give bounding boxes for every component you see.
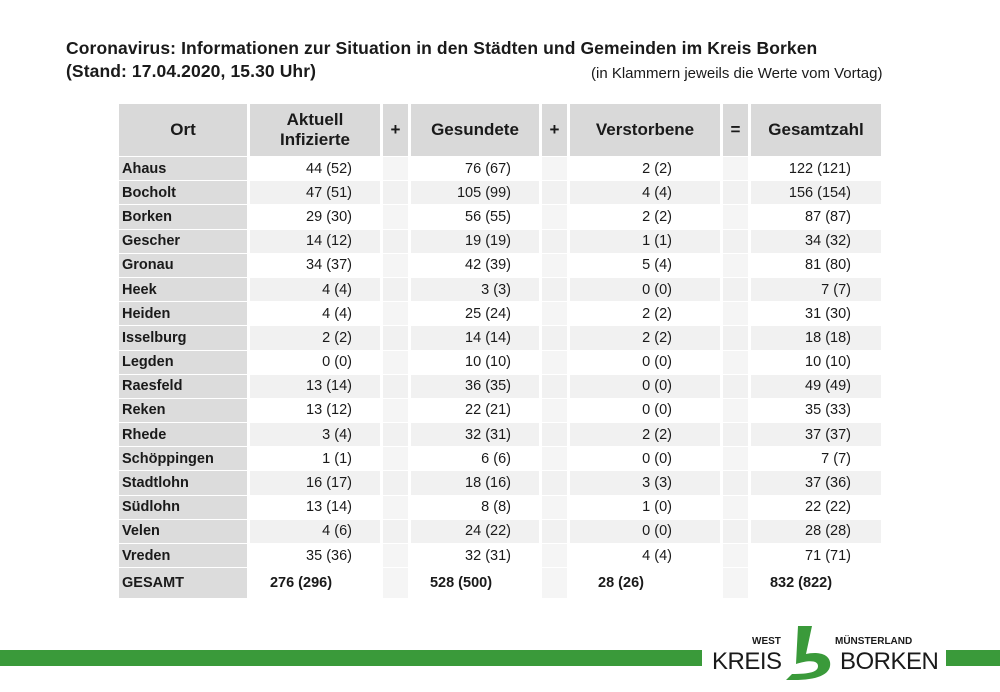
cell-gesundete: 22 (21) — [465, 402, 511, 419]
cell-spacer — [383, 375, 408, 398]
green-footer-bar-right — [946, 650, 1000, 666]
cell-spacer — [383, 278, 408, 301]
cell-gesamt: 832 (822) — [769, 575, 833, 592]
cell-verstorbene: 2 (2) — [642, 160, 672, 177]
previous-day-note: (in Klammern jeweils die Werte vom Vortag) — [591, 65, 883, 82]
logo-b-shape-icon — [784, 622, 834, 682]
cell-ort: Schöppingen — [119, 447, 247, 470]
cell-spacer — [723, 423, 748, 446]
cell-spacer — [723, 205, 748, 228]
cell-aktuell: 13 (14) — [306, 499, 352, 516]
cell-gesundete: 19 (19) — [411, 230, 539, 253]
cell-gesamt: 7 (7) — [821, 450, 851, 467]
cell-aktuell: 13 (12) — [306, 402, 352, 419]
cell-spacer — [723, 302, 748, 325]
cell-gesamt: 31 (30) — [805, 305, 851, 322]
cell-spacer — [383, 568, 408, 598]
cell-spacer — [542, 520, 567, 543]
cell-spacer — [723, 254, 748, 277]
header-plus-1: + — [383, 104, 408, 156]
table-row — [119, 520, 881, 543]
cell-verstorbene: 4 (4) — [570, 181, 720, 204]
cell-aktuell: 3 (4) — [250, 423, 380, 446]
green-footer-bar-left — [0, 650, 702, 666]
cell-spacer — [542, 375, 567, 398]
cell-verstorbene: 5 (4) — [642, 257, 672, 274]
cell-spacer — [383, 471, 408, 494]
header-gesundete: Gesundete — [411, 104, 539, 156]
cell-spacer — [542, 351, 567, 374]
cell-gesamt: 22 (22) — [805, 499, 851, 516]
cell-spacer — [723, 157, 748, 180]
header-plus-2: + — [542, 104, 567, 156]
cell-spacer — [383, 447, 408, 470]
table-row — [119, 302, 881, 325]
cell-spacer — [542, 568, 567, 598]
cell-aktuell: 44 (52) — [306, 160, 352, 177]
cell-spacer — [723, 399, 748, 422]
cell-spacer — [723, 326, 748, 349]
cell-gesundete: 14 (14) — [411, 326, 539, 349]
header-aktuell — [250, 104, 380, 156]
cell-spacer — [723, 351, 748, 374]
cell-ort: Vreden — [119, 544, 247, 567]
kreis-borken-logo — [712, 622, 940, 684]
cell-ort: Stadtlohn — [119, 471, 247, 494]
cell-gesamt: 7 (7) — [751, 278, 881, 301]
cell-ort: Reken — [119, 399, 247, 422]
cell-spacer — [383, 544, 408, 567]
cell-spacer — [723, 520, 748, 543]
table-row — [119, 351, 881, 374]
cell-spacer — [723, 544, 748, 567]
cell-gesundete: 105 (99) — [411, 181, 539, 204]
title-line-1: Coronavirus: Informationen zur Situation in den Städten und Gemeinden im Kreis Borken — [66, 38, 818, 58]
cell-spacer — [542, 447, 567, 470]
cell-spacer — [542, 423, 567, 446]
table-row — [119, 447, 881, 470]
cell-spacer — [723, 471, 748, 494]
cell-gesamt: 71 (71) — [805, 547, 851, 564]
cell-ort: Rhede — [119, 423, 247, 446]
cell-aktuell: 2 (2) — [250, 326, 380, 349]
cell-spacer — [542, 471, 567, 494]
cell-spacer — [542, 230, 567, 253]
cell-gesundete: 25 (24) — [465, 305, 511, 322]
header-equals: = — [723, 104, 748, 156]
cell-gesamt: 34 (32) — [751, 230, 881, 253]
cell-ort: Isselburg — [119, 326, 247, 349]
cell-gesundete: 24 (22) — [411, 520, 539, 543]
cell-verstorbene: 2 (2) — [570, 423, 720, 446]
cell-gesamt: 156 (154) — [751, 181, 881, 204]
header-aktuell-line2: Infizierte — [280, 130, 350, 149]
table-row — [119, 399, 881, 422]
cell-verstorbene: 0 (0) — [570, 278, 720, 301]
cell-gesundete: 42 (39) — [465, 257, 511, 274]
cell-spacer — [383, 157, 408, 180]
cell-gesamt: 87 (87) — [805, 208, 851, 225]
table-body — [119, 157, 881, 598]
cell-aktuell: 47 (51) — [250, 181, 380, 204]
cell-verstorbene: 28 (26) — [598, 575, 644, 592]
cell-ort: Gescher — [119, 230, 247, 253]
cell-aktuell: 14 (12) — [250, 230, 380, 253]
cell-ort: Raesfeld — [119, 375, 247, 398]
cell-aktuell: 4 (4) — [322, 305, 352, 322]
logo-borken-text: BORKEN — [840, 648, 939, 675]
table-row — [119, 471, 881, 494]
table-row — [119, 181, 881, 204]
cell-spacer — [542, 302, 567, 325]
cell-spacer — [723, 230, 748, 253]
cell-verstorbene: 2 (2) — [642, 305, 672, 322]
cell-gesundete: 8 (8) — [481, 499, 511, 516]
logo-kreis-text: KREIS — [712, 648, 782, 675]
table-row — [119, 326, 881, 349]
header-ort: Ort — [119, 104, 247, 156]
cell-verstorbene: 0 (0) — [642, 354, 672, 371]
cell-spacer — [542, 157, 567, 180]
table-row — [119, 205, 881, 228]
cell-aktuell: 4 (6) — [250, 520, 380, 543]
cell-aktuell: 0 (0) — [322, 354, 352, 371]
cell-verstorbene: 2 (2) — [570, 326, 720, 349]
cell-spacer — [383, 326, 408, 349]
cell-ort: Borken — [119, 205, 247, 228]
cell-gesamt: 35 (33) — [805, 402, 851, 419]
cell-gesundete: 56 (55) — [465, 208, 511, 225]
cell-verstorbene: 0 (0) — [570, 520, 720, 543]
cell-spacer — [723, 447, 748, 470]
cell-spacer — [723, 568, 748, 598]
cell-gesundete: 10 (10) — [465, 354, 511, 371]
cell-spacer — [723, 496, 748, 519]
cell-gesundete: 528 (500) — [429, 575, 493, 592]
cell-verstorbene: 0 (0) — [642, 402, 672, 419]
cell-aktuell: 35 (36) — [306, 547, 352, 564]
cell-spacer — [383, 423, 408, 446]
cell-ort: Heek — [119, 278, 247, 301]
cell-gesundete: 36 (35) — [411, 375, 539, 398]
cell-gesundete: 18 (16) — [411, 471, 539, 494]
cell-spacer — [383, 351, 408, 374]
cell-verstorbene: 4 (4) — [642, 547, 672, 564]
cell-spacer — [542, 399, 567, 422]
table-row — [119, 278, 881, 301]
cell-spacer — [723, 181, 748, 204]
cell-spacer — [542, 254, 567, 277]
cell-ort: Velen — [119, 520, 247, 543]
cell-aktuell: 4 (4) — [250, 278, 380, 301]
cell-ort: Heiden — [119, 302, 247, 325]
cell-aktuell: 34 (37) — [306, 257, 352, 274]
logo-west-text: WEST — [752, 636, 781, 647]
cell-gesamt: 81 (80) — [805, 257, 851, 274]
cell-verstorbene: 0 (0) — [570, 375, 720, 398]
table-row — [119, 423, 881, 446]
cell-aktuell: 276 (296) — [269, 575, 333, 592]
cell-gesamt: 49 (49) — [751, 375, 881, 398]
title-line-2: (Stand: 17.04.2020, 15.30 Uhr) — [66, 61, 317, 81]
cell-verstorbene: 0 (0) — [642, 450, 672, 467]
cell-spacer — [383, 496, 408, 519]
cell-spacer — [383, 302, 408, 325]
header-gesamtzahl: Gesamtzahl — [751, 104, 881, 156]
cell-ort: Gronau — [119, 254, 247, 277]
cell-gesamt: 37 (36) — [751, 471, 881, 494]
cell-aktuell: 16 (17) — [250, 471, 380, 494]
cell-spacer — [383, 181, 408, 204]
cell-gesamt: 37 (37) — [751, 423, 881, 446]
cell-gesundete: 6 (6) — [481, 450, 511, 467]
cell-spacer — [383, 399, 408, 422]
cell-ort: GESAMT — [119, 568, 247, 598]
cell-spacer — [542, 181, 567, 204]
logo-muensterland-text: MÜNSTERLAND — [835, 636, 913, 647]
cell-verstorbene: 2 (2) — [642, 208, 672, 225]
cell-spacer — [383, 230, 408, 253]
cell-aktuell: 29 (30) — [306, 208, 352, 225]
cell-ort: Bocholt — [119, 181, 247, 204]
cell-spacer — [723, 375, 748, 398]
table-row — [119, 230, 881, 253]
cell-spacer — [542, 496, 567, 519]
cell-ort: Ahaus — [119, 157, 247, 180]
cell-spacer — [542, 278, 567, 301]
header-verstorbene: Verstorbene — [570, 104, 720, 156]
cell-spacer — [542, 326, 567, 349]
table-row — [119, 496, 881, 519]
cell-verstorbene: 1 (0) — [642, 499, 672, 516]
table-row — [119, 157, 881, 180]
cell-spacer — [723, 278, 748, 301]
header-aktuell-line1: Aktuell — [286, 110, 344, 129]
cell-ort: Legden — [119, 351, 247, 374]
cell-gesamt: 122 (121) — [788, 160, 851, 177]
cell-aktuell: 1 (1) — [322, 450, 352, 467]
cell-gesamt: 28 (28) — [751, 520, 881, 543]
cell-ort: Südlohn — [119, 496, 247, 519]
cell-gesundete: 76 (67) — [465, 160, 511, 177]
cell-spacer — [542, 544, 567, 567]
total-row — [119, 568, 881, 598]
table-row — [119, 375, 881, 398]
situation-table — [116, 103, 884, 599]
table-row — [119, 544, 881, 567]
cell-verstorbene: 1 (1) — [570, 230, 720, 253]
cell-verstorbene: 3 (3) — [570, 471, 720, 494]
cell-spacer — [383, 520, 408, 543]
cell-gesundete: 32 (31) — [411, 423, 539, 446]
cell-gesamt: 10 (10) — [805, 354, 851, 371]
cell-gesamt: 18 (18) — [751, 326, 881, 349]
cell-aktuell: 13 (14) — [250, 375, 380, 398]
cell-spacer — [542, 205, 567, 228]
table-row — [119, 254, 881, 277]
cell-gesundete: 3 (3) — [411, 278, 539, 301]
table-header-row — [119, 104, 881, 156]
cell-spacer — [383, 254, 408, 277]
cell-spacer — [383, 205, 408, 228]
cell-gesundete: 32 (31) — [465, 547, 511, 564]
